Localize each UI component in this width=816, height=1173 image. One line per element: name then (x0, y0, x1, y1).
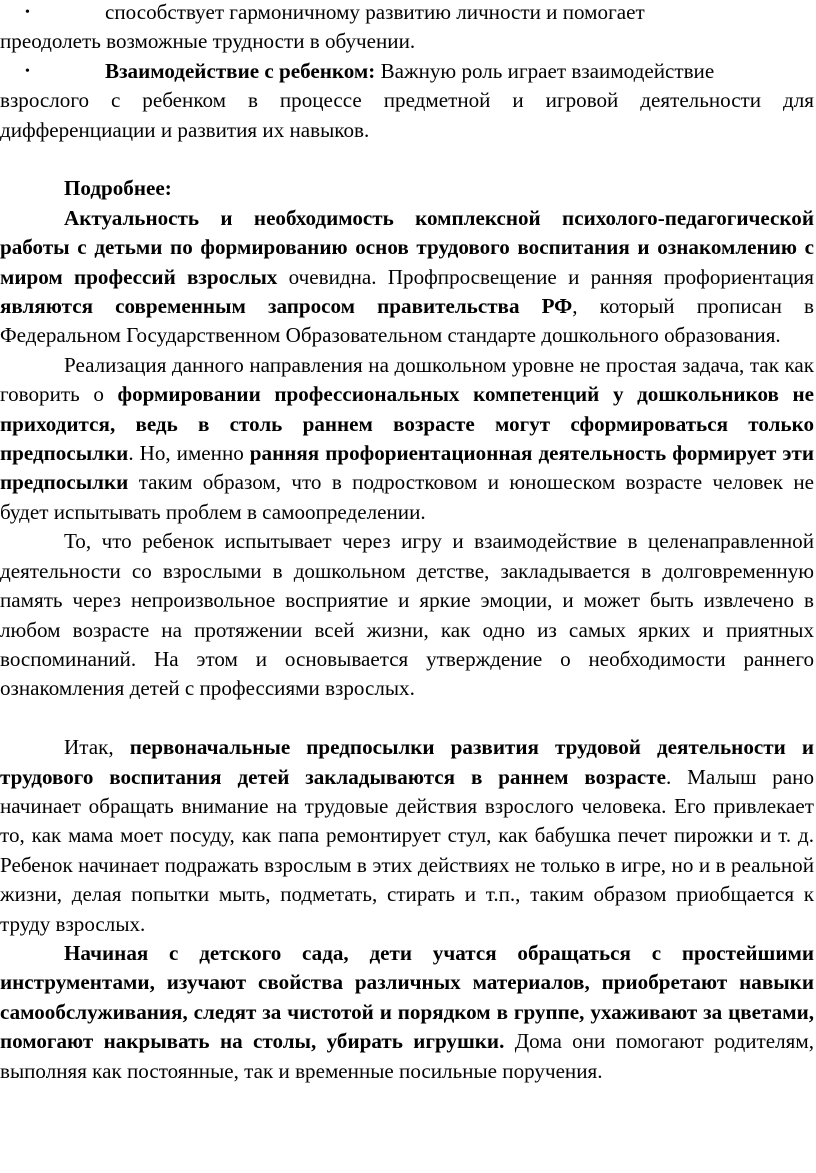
bullet-2-continuation: взрослого с ребенком в процессе предметной и игровой деятельности для дифференциации и развития их навыков. (0, 88, 814, 142)
para1-bold: Актуальность и необходимость комплексной психолого-педагогической работы с детьми по формированию основ трудового воспитания и ознакомлению с миром профессий взрослых (0, 205, 814, 289)
blank-line (0, 145, 814, 174)
bullet-item-1 (0, 0, 814, 27)
paragraph-memory: То, что ребенок испытывает через игру и взаимодействие в целенаправленной деятельности со взрослыми в дошкольном детстве, закладывается в долговременную память через непроизвольное восприятие и яркие эмоции, и может быть извлечено в любом возрасте на протяжении всей жизни, как одно из самых ярких и приятных воспоминаний. На этом и основывается утверждение о необходимости раннего ознакомления детей с профессиями взрослых. (0, 529, 814, 701)
bullet-icon (0, 0, 105, 27)
paragraph-kindergarten: Начиная с детского сада, дети учатся обращаться с простейшими инструментами, изучают свойства различных материалов, приобретают навыки самообслуживания, следят за чистотой и порядком в группе, ухаживают за цветами, помогают накрывать на столы, убирать игрушки. Дома они помогают родителям, выполняя как постоянные, так и временные посильные поручения. (0, 940, 814, 1083)
bullet-2-bold-lead: Взаимодействие с ребенком: (105, 58, 376, 83)
bullet-1-continuation: преодолеть возможные трудности в обучении. (0, 29, 416, 54)
para5-bold: Начиная с детского сада, дети учатся обращаться с простейшими инструментами, изучают свойства различных материалов, приобретают навыки самообслуживания, следят за чистотой и порядком в группе, ухаживают за цветами, помогают накрывать на столы, убирать игрушки. (0, 940, 814, 1054)
paragraph-relevance: Актуальность и необходимость комплексной психолого-педагогической работы с детьми по формированию основ трудового воспитания и ознакомлению с миром профессий взрослых очевидна. Профпросвещение и ранняя профориентация являются современным запросом правительства РФ, который прописан в Федеральном Государственном Образовательном стандарте дошкольного образования. (0, 205, 814, 348)
bullet-item-2 (0, 57, 814, 86)
para2-bold-2: ранняя профориентационная деятельность формирует эти предпосылки (0, 441, 814, 495)
paragraph-early-age: Итак, первоначальные предпосылки развития трудовой деятельности и трудового воспитания детей закладываются в раннем возрасте. Малыш рано начинает обращать внимание на трудовые действия взрослого человека. Его привлекает то, как мама моет посуду, как папа ремонтирует стул, как бабушка печет пирожки и т. д. Ребенок начинает подражать взрослым в этих действиях не только в игре, но и в реальной жизни, делая попытки мыть, подметать, стирать и т.п., таким образом приобщается к труду взрослых. (0, 735, 814, 936)
bullet-2-line1-rest: Важную роль играет взаимодействие (375, 58, 715, 83)
bullet-1-line1: способствует гармоничному развитию личности и помогает (105, 0, 645, 24)
para4-bold: первоначальные предпосылки развития трудовой деятельности и трудового воспитания детей закладываются в раннем возрасте (0, 735, 814, 789)
blank-line (0, 704, 814, 733)
paragraph-implementation: Реализация данного направления на дошкольном уровне не простая задача, так как говорить о формировании профессиональных компетенций у дошкольников не приходится, ведь в столь раннем возрасте могут сформироваться только предпосылки. Но, именно ранняя профориентационная деятельность формирует эти предпосылки таким образом, что в подростковом и юношеском возрасте человек не будет испытывать проблем в самоопределении. (0, 352, 814, 524)
section-heading: Подробнее: (64, 176, 172, 201)
para1-bold-2: являются современным запросом правительства РФ (0, 294, 573, 319)
bullet-icon (0, 57, 105, 86)
para2-bold-1: формировании профессиональных компетенций у дошкольников не приходится, ведь в столь раннем возрасте могут сформироваться только предпосылки (0, 382, 814, 466)
